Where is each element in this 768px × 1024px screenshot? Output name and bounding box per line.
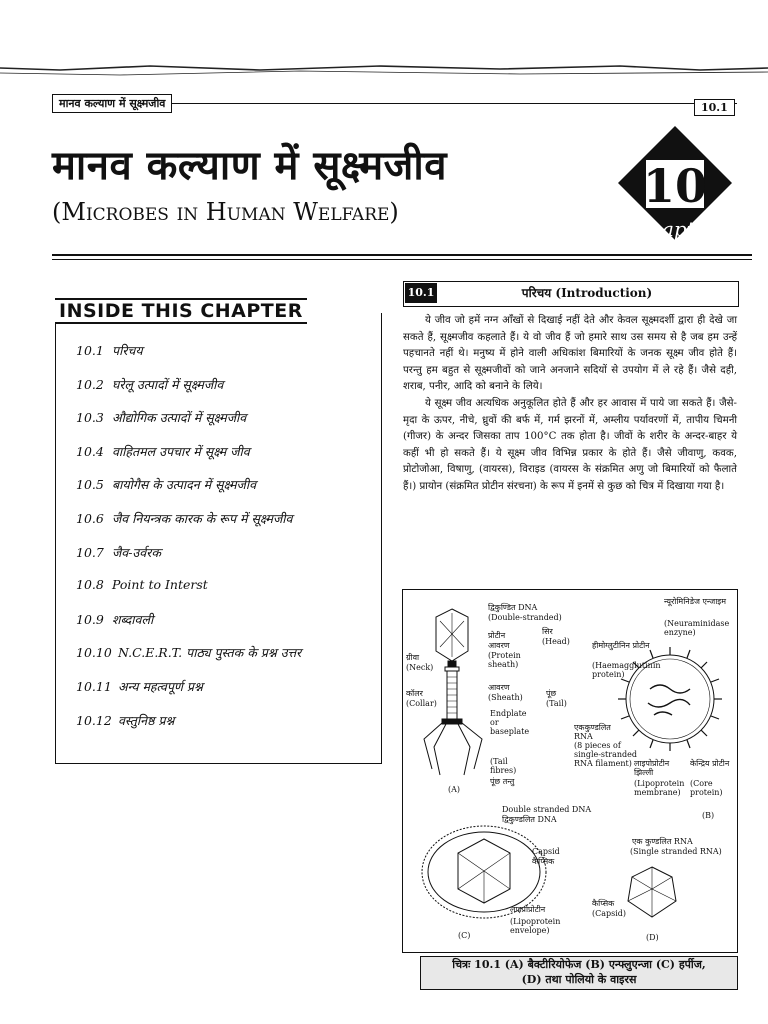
chapter-title-english: (Microbes in Human Welfare) — [52, 198, 399, 226]
label: (Core protein) — [690, 779, 723, 797]
caption-line: (D) तथा पोलियो के वाइरस — [521, 973, 637, 986]
label: Capsid — [532, 847, 560, 856]
chapter-badge — [616, 124, 734, 242]
label: (C) — [458, 931, 471, 940]
toc-item: 10.6 जैव नियन्त्रक कारक के रूप में सूक्ष्मजीव — [76, 510, 293, 526]
label: (Double-stranded) — [488, 613, 562, 622]
label: (Capsid) — [592, 909, 627, 918]
title-rule-thick — [52, 254, 752, 256]
label: कैप्सिक — [532, 857, 555, 866]
figure-caption — [420, 956, 738, 990]
page-number: 10.1 — [694, 99, 735, 116]
paragraph: ये सूक्ष्म जीव अत्यधिक अनुकूलित होते हैं और हर आवास में पाये जा सकते हैं। जैसे-मृदा के ऊपर, नीचे, ध्रुवों की बर्फ में, गर्म झरनों में, अम्लीय पर्यावरणों में, तापीय चिमनी (गीजर) के अन्दर जिसका ताप 100°C तक होता है। जीवों के शरीर के अन्दर-बाहर ये कहीं भी हो सकते हैं। ये सूक्ष्म जीव विभिन्न प्रकार के होते हैं। जैसे जीवाणु, कवक, प्रोटोजोआ, विषाणु, (वायरस), विराइड (वायरस के संक्रमित अणु जो बिमारियों को फैलाते हैं।) प्रायोन (संक्रमित प्रोटीन संरचना) के रूप में इनमें से कुछ को चित्र में दिखाया गया है। — [403, 397, 737, 492]
toc-list — [76, 342, 301, 745]
toc-item: 10.3 औद्योगिक उत्पादों में सूक्ष्मजीव — [76, 410, 247, 426]
label: लाइपोप्रोटीन झिल्ली — [634, 759, 670, 777]
toc-heading: INSIDE THIS CHAPTER — [55, 298, 307, 324]
toc-item: 10.8 Point to Interst — [76, 577, 208, 593]
label: (D) — [646, 933, 659, 942]
section-body — [403, 313, 737, 496]
toc-item: 10.7 जैव-उर्वरक — [76, 544, 161, 560]
label: (Single stranded RNA) — [630, 847, 722, 856]
label: एककुण्डलित RNA — [574, 723, 611, 741]
label: आवरण — [488, 641, 510, 650]
chapter-title-hindi: मानव कल्याण में सूक्ष्मजीव — [52, 142, 447, 189]
label: (Collar) — [406, 699, 437, 708]
chapter-label: Chapter — [633, 217, 717, 241]
label: लाइप्रोप्रोटीन — [510, 905, 546, 914]
label: (Lipoprotein envelope) — [510, 917, 561, 935]
figure-labels — [402, 589, 736, 951]
toc-item: 10.1 परिचय — [76, 343, 143, 358]
label: प्रोटीन — [488, 631, 506, 640]
toc-item: 10.10 N.C.E.R.T. पाठ्य पुस्तक के प्रश्न उत्तर — [76, 645, 302, 661]
label: (Lipoprotein membrane) — [634, 779, 685, 797]
label: Double stranded DNA — [502, 805, 592, 814]
label: द्विकुण्डित DNA — [488, 603, 538, 612]
label: न्यूरोमिनिडेज एन्जाइम — [664, 597, 726, 606]
label: (Neuraminidase enzyne) — [664, 619, 730, 637]
label: द्विकुण्डलित DNA — [502, 815, 557, 824]
label: (Head) — [542, 637, 570, 646]
title-rule-thin — [52, 259, 752, 260]
label: Endplate or baseplate — [490, 709, 530, 736]
label: कॉलर — [406, 689, 423, 698]
label: केन्द्रिय प्रोटीन — [690, 759, 730, 768]
label: पूंछ तन्तु — [490, 777, 515, 786]
running-head: मानव कल्याण में सूक्ष्मजीव — [52, 94, 172, 113]
paragraph: ये जीव जो हमें नग्न आँखों से दिखाई नहीं देते और केवल सूक्ष्मदर्शी द्वारा ही देखे जा सकते हैं, सूक्ष्मजीव कहलाते हैं। ये वो जीव हैं जो हमारे साथ उस समय से है जब हम उन्हें पहचानते नहीं थे। मनुष्य में होने वाली अधिकांश बिमारियों के जनक सूक्ष्म जीव होते हैं। परन्तु हम बहुत से सूक्ष्मजीवों को जाने अनजाने सदियों से उपयोग में ले रहे हैं। जैसे दही, शराब, पनीर, आदि को बनाने के लिये। — [403, 315, 737, 393]
toc-item: 10.2 घरेलू उत्पादों में सूक्ष्मजीव — [76, 376, 224, 392]
label: (8 pieces of single-stranded RNA filament) — [574, 741, 637, 768]
label: कैप्सिक — [592, 899, 615, 908]
label: (Tail fibres) — [490, 757, 517, 775]
label: हीमोग्लुटीनिन प्रोटीन — [592, 641, 650, 650]
toc-item: 10.9 शब्दावली — [76, 611, 154, 627]
label: आवरण — [488, 683, 510, 692]
section-number: 10.1 — [405, 283, 437, 303]
toc-item: 10.4 वाहितमल उपचार में सूक्ष्म जीव — [76, 443, 250, 459]
label: ग्रीवा — [406, 653, 420, 662]
label: पूंछ — [546, 689, 557, 698]
label: (Neck) — [406, 663, 434, 672]
section-title: परिचय (Introduction) — [521, 286, 653, 300]
label: (B) — [702, 811, 715, 820]
toc-item: 10.5 बायोगैस के उत्पादन में सूक्ष्मजीव — [76, 477, 257, 493]
label: (Tail) — [546, 699, 567, 708]
toc-item: 10.12 वस्तुनिष्ठ प्रश्न — [76, 712, 175, 728]
label: (Sheath) — [488, 693, 523, 702]
chapter-number: 10 — [642, 159, 708, 213]
label: (Protein sheath) — [488, 651, 521, 669]
toc-item: 10.11 अन्य महत्वपूर्ण प्रश्न — [76, 678, 203, 694]
label: सिर — [542, 627, 553, 636]
label: (Haemagglutinin protein) — [592, 661, 661, 679]
page-top-border — [0, 0, 768, 80]
caption-line: चित्रः 10.1 (A) बैक्टीरियोफेज (B) एन्फ्लुएन्जा (C) हर्पीज, — [452, 958, 706, 971]
label: एक कुण्डलित RNA — [632, 837, 693, 846]
label: (A) — [448, 785, 461, 794]
